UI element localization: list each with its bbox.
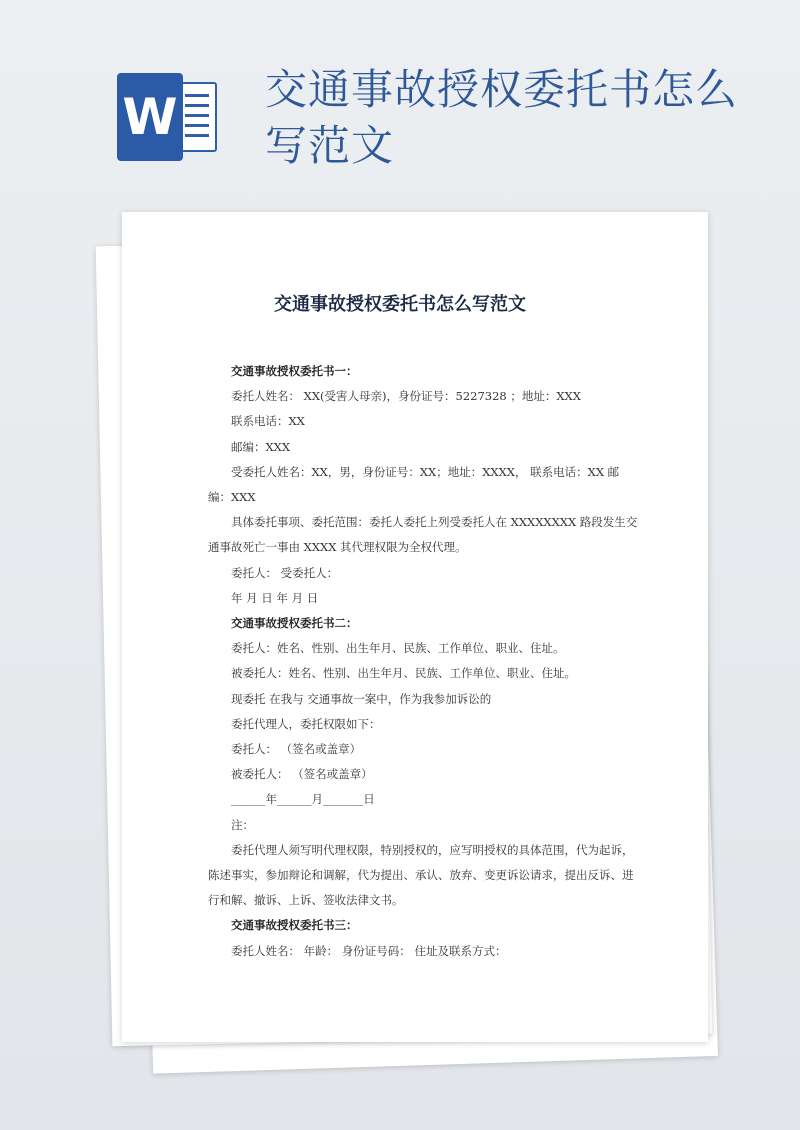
paragraph: 委托人：姓名、性别、出生年月、民族、工作单位、职业、住址。 bbox=[231, 641, 565, 656]
paragraph: 交通事故授权委托书三： bbox=[231, 918, 358, 933]
logo-letter: W bbox=[117, 73, 183, 161]
word-document-icon bbox=[107, 68, 217, 168]
page-title: 交通事故授权委托书怎么写范文 bbox=[265, 65, 739, 170]
paragraph: 委托人： 受委托人： bbox=[231, 565, 339, 580]
paragraph: 现委托 在我与 交通事故一案中，作为我参加诉讼的 bbox=[231, 691, 492, 706]
paragraph: 委托代理人须写明代理权限，特别授权的，应写明授权的具体范围，代为起诉，陈述事实，参加辩论和调解，代为提出、承认、放弃、变更诉讼请求，提出反诉、进行和解、撤诉、上诉、签收法律文书。 bbox=[208, 842, 634, 908]
paragraph: 交通事故授权委托书一： bbox=[231, 364, 358, 378]
document-title: 交通事故授权委托书怎么写范文 bbox=[274, 294, 526, 315]
paragraph: 交通事故授权委托书二： bbox=[231, 616, 358, 631]
paragraph: 受委托人姓名：XX，男，身份证号：XX；地址：XXXX， 联系电话：XX 邮编：XXX bbox=[208, 464, 620, 505]
paragraph: 委托人： （签名或盖章） bbox=[231, 742, 362, 757]
paragraph: 注： bbox=[231, 817, 254, 832]
paragraph: 具体委托事项、委托范围：委托人委托上列受委托人在 XXXXXXXX 路段发生交通事故死亡一事由 XXXX 其代理权限为全权代理。 bbox=[208, 515, 638, 555]
paragraph: 委托人姓名： XX(受害人母亲)，身份证号：5227328 ；地址：XXX bbox=[231, 389, 581, 404]
paragraph: 被委托人：姓名、性别、出生年月、民族、工作单位、职业、住址。 bbox=[231, 666, 576, 681]
paragraph: 委托代理人，委托权限如下： bbox=[231, 716, 381, 731]
document-body bbox=[208, 359, 638, 964]
paragraph: ______年______月_______日 bbox=[231, 792, 375, 807]
paragraph: 被委托人： （签名或盖章） bbox=[231, 767, 373, 782]
paragraph: 委托人姓名： 年龄： 身份证号码： 住址及联系方式： bbox=[231, 943, 507, 958]
paragraph: 年 月 日 年 月 日 bbox=[231, 590, 319, 605]
paragraph: 邮编：XXX bbox=[231, 439, 291, 454]
paragraph: 联系电话：XX bbox=[231, 414, 305, 429]
